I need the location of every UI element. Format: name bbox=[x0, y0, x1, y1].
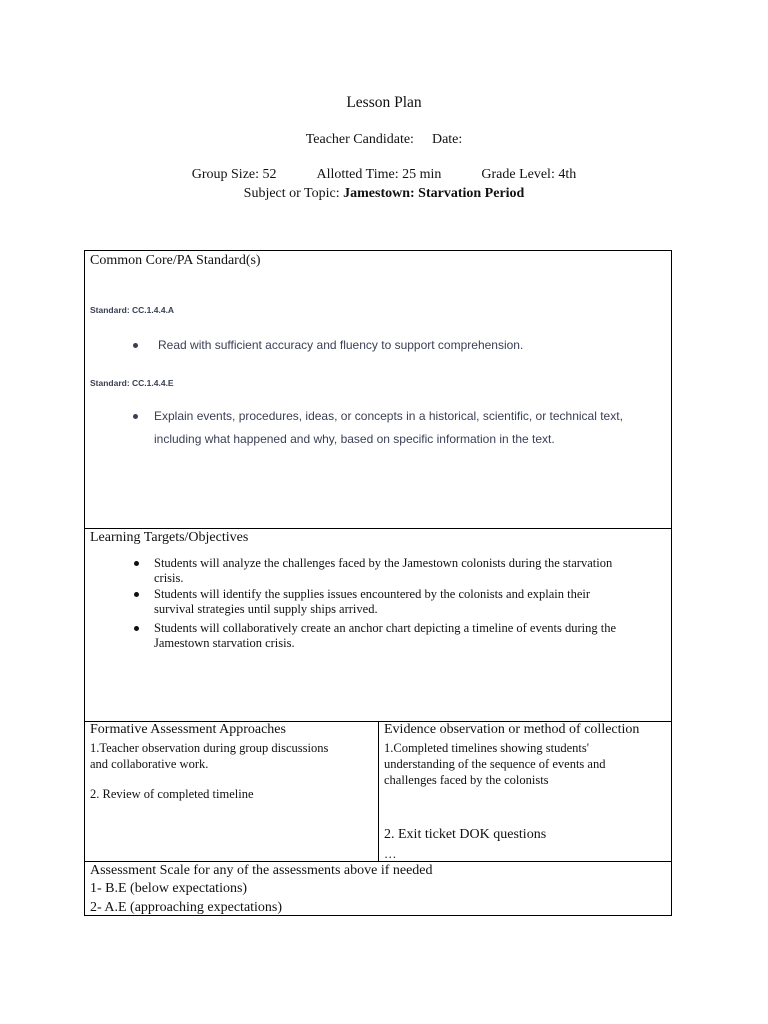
topic-label: Subject or Topic: bbox=[243, 186, 344, 201]
standard-label-a: Standard: CC.1.4.4.A bbox=[90, 305, 175, 315]
bullet-icon bbox=[133, 343, 138, 348]
standards-heading: Common Core/PA Standard(s) bbox=[90, 253, 261, 268]
teacher-date-line bbox=[0, 132, 768, 148]
teacher-candidate-label: Teacher Candidate: bbox=[305, 132, 414, 147]
lesson-table bbox=[84, 250, 672, 916]
standard-label-e: Standard: CC.1.4.4.E bbox=[90, 378, 174, 388]
standard-text-a: Read with sufficient accuracy and fluency to support comprehension. bbox=[158, 338, 524, 352]
grade-level: Grade Level: 4th bbox=[481, 167, 577, 182]
evidence-item-2: 2. Exit ticket DOK questions bbox=[384, 827, 547, 842]
standards-section bbox=[84, 250, 672, 529]
page-title: Lesson Plan bbox=[346, 94, 422, 111]
standard-text-e-line2: including what happened and why, based on specific information in the text. bbox=[154, 432, 555, 446]
standard-text-e-line1: Explain events, procedures, ideas, or concepts in a historical, scientific, or technical text, bbox=[154, 409, 623, 423]
meta-line bbox=[0, 167, 768, 183]
scale-item-2: 2- A.E (approaching expectations) bbox=[90, 900, 283, 915]
objective-item-2: Students will identify the supplies issues encountered by the colonists and explain their survival strategies until supply ships arrived. bbox=[154, 587, 591, 616]
topic-value: Jamestown: Starvation Period bbox=[343, 186, 525, 201]
bullet-icon bbox=[134, 626, 139, 631]
formative-heading: Formative Assessment Approaches bbox=[90, 722, 286, 737]
evidence-heading: Evidence observation or method of collection bbox=[384, 722, 640, 737]
objectives-heading: Learning Targets/Objectives bbox=[90, 530, 249, 545]
scale-heading: Assessment Scale for any of the assessments above if needed bbox=[90, 863, 433, 878]
date-label: Date: bbox=[431, 132, 463, 147]
scale-item-1: 1- B.E (below expectations) bbox=[90, 881, 248, 896]
evidence-ellipsis: … bbox=[384, 847, 397, 861]
allotted-time: Allotted Time: 25 min bbox=[316, 167, 442, 182]
bullet-icon bbox=[134, 561, 139, 566]
topic-line bbox=[0, 186, 768, 202]
bullet-icon bbox=[133, 414, 138, 419]
formative-item-2: 2. Review of completed timeline bbox=[90, 787, 254, 801]
evidence-item-1: 1.Completed timelines showing students' understanding of the sequence of events and challenges faced by the colonists bbox=[384, 741, 606, 787]
formative-item-1: 1.Teacher observation during group discussions and collaborative work. bbox=[90, 741, 329, 771]
objective-item-3: Students will collaboratively create an anchor chart depicting a timeline of events during the Jamestown starvation crisis. bbox=[154, 621, 616, 650]
bullet-icon bbox=[134, 592, 139, 597]
objective-item-1: Students will analyze the challenges faced by the Jamestown colonists during the starvation crisis. bbox=[154, 556, 613, 585]
group-size: Group Size: 52 bbox=[191, 167, 277, 182]
